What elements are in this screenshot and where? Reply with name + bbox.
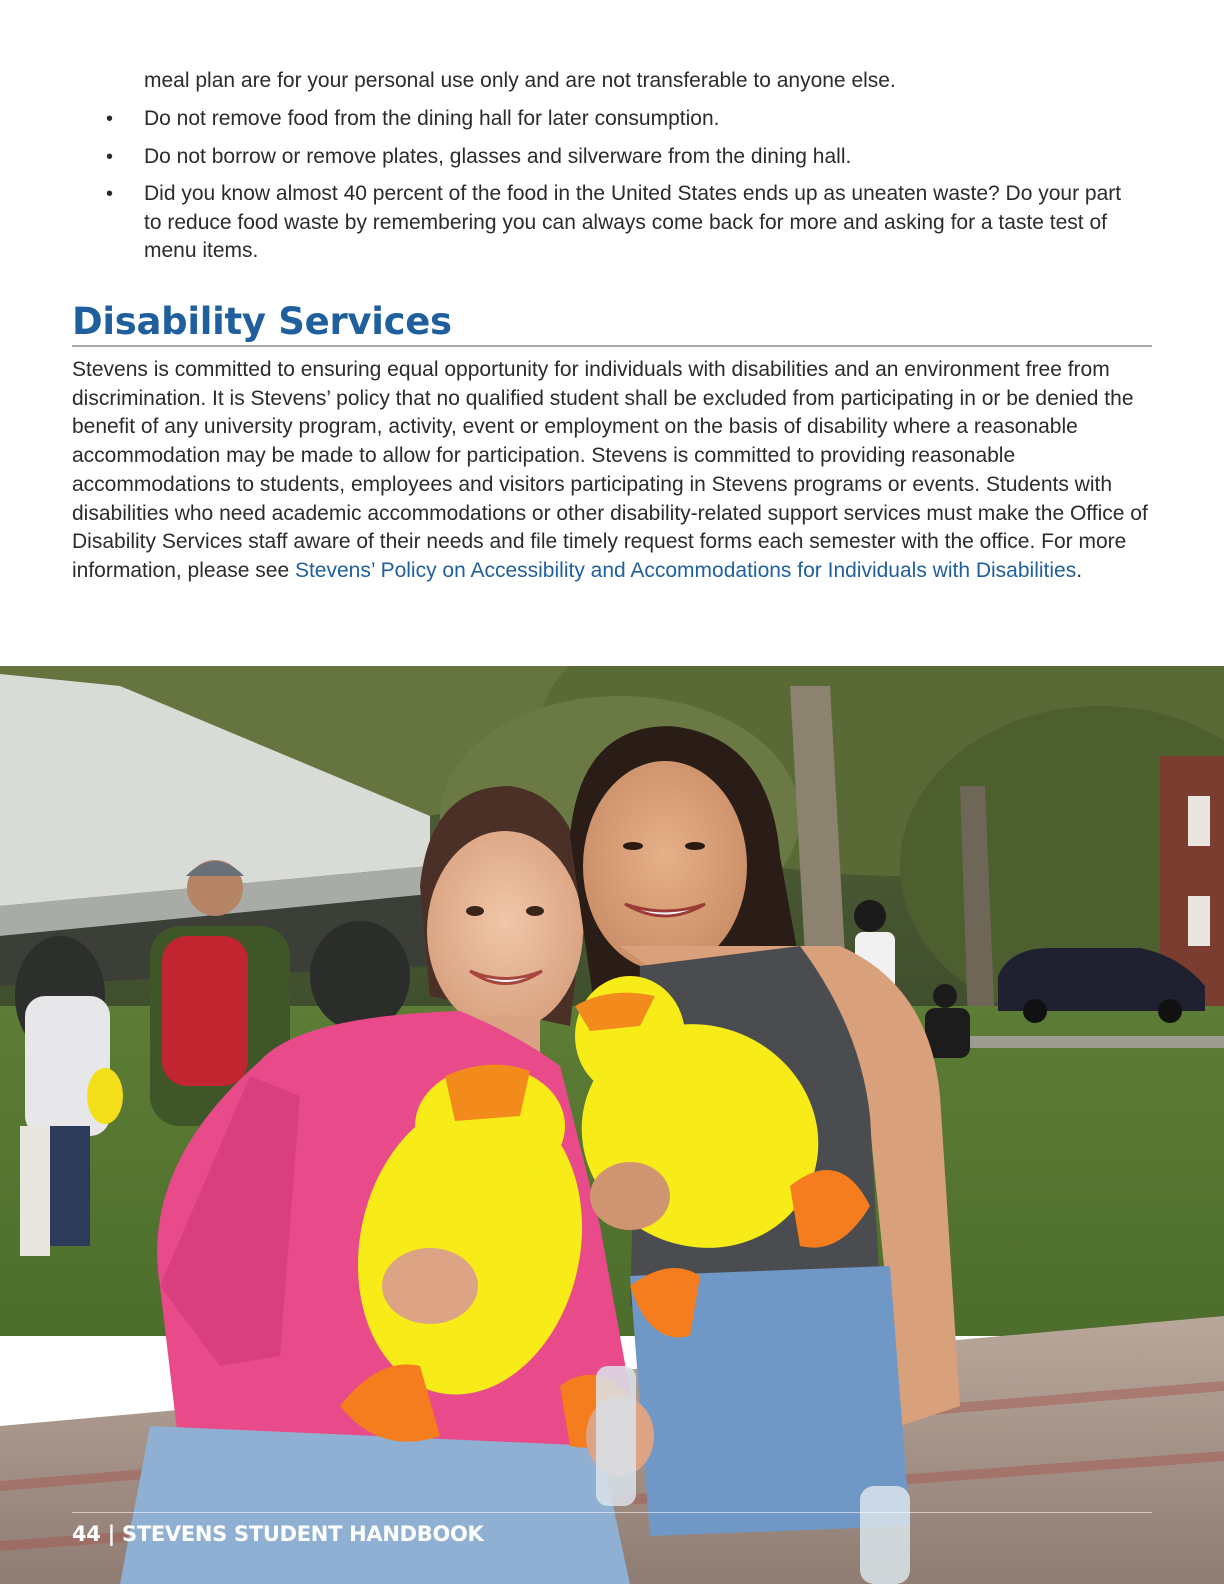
list-item: [72, 143, 1144, 172]
bullet-icon: •: [106, 183, 114, 205]
list-item-text: Did you know almost 40 percent of the food in the United States ends up as uneaten waste? Do your part to reduce food waste by remembering you can always come back for more and asking for a taste test of menu items.: [144, 182, 1122, 262]
bullet-icon: •: [106, 108, 114, 130]
list-item: [72, 180, 1144, 266]
continued-text: meal plan are for your personal use only and are not transferable to anyone else.: [144, 69, 896, 92]
list-item-text: Do not remove food from the dining hall for later consumption.: [144, 107, 720, 130]
footer-divider: [72, 1512, 1152, 1513]
bullet-icon: •: [106, 145, 114, 168]
list-item: [72, 105, 1144, 134]
section-heading: Disability Services: [72, 300, 452, 343]
list-item-text: Do not borrow or remove plates, glasses and silverware from the dining hall.: [144, 144, 852, 168]
section-divider: [72, 345, 1152, 347]
policy-link[interactable]: Stevens’ Policy on Accessibility and Accommodations for Individuals with Disabilities: [294, 558, 1077, 582]
trailing-punctuation: .: [1076, 558, 1083, 582]
dining-rules-list: [72, 105, 1144, 275]
page-footer: 44 | STEVENS STUDENT HANDBOOK: [72, 1522, 484, 1546]
disability-body: [72, 356, 1152, 586]
student-photo: [0, 666, 1224, 1584]
body-paragraph: Stevens is committed to ensuring equal opportunity for individuals with disabilities and an environment free from discrimination. It is Stevens’ policy that no qualified student shall be excluded from participating in or be denied the benefit of any university program, activity, event or employment on the basis of disability where a reasonable accommodation may be made to allow for participation. Stevens is committed to providing reasonable accommodations to students, employees and visitors participating in Stevens programs or events. Students with disabilities who need academic accommodations or other disability-related support services must make the Office of Disability Services staff aware of their needs and file timely request forms each semester with the office. For more information, please see: [72, 358, 1148, 582]
